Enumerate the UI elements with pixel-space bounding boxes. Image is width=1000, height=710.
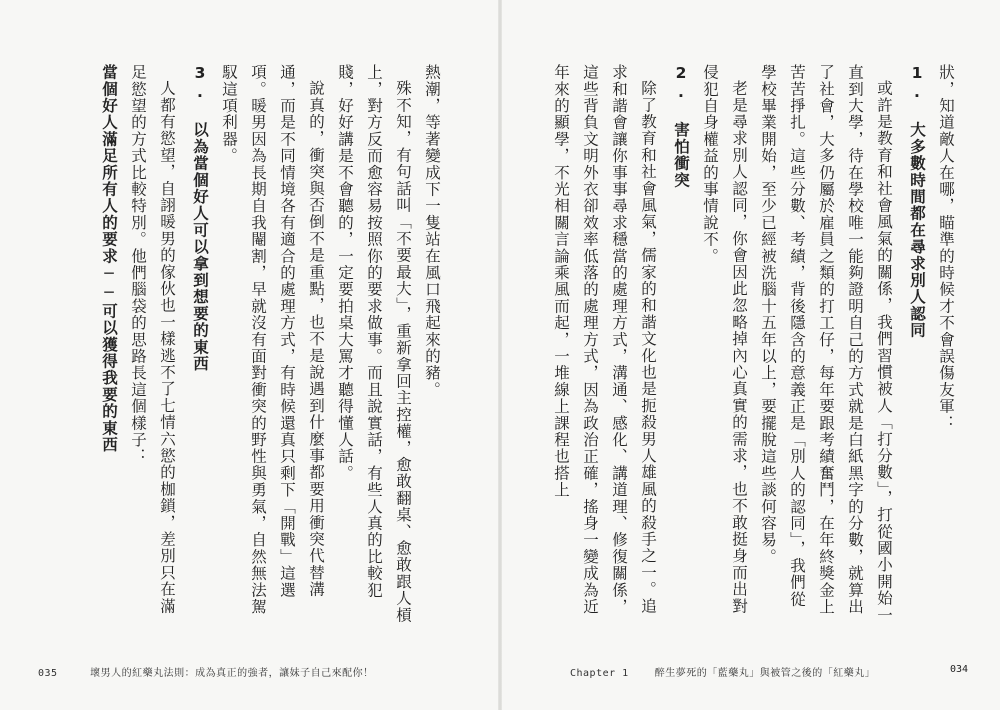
paragraph: 狀，知道敵人在哪，瞄準的時候才不會誤傷友軍： [937, 64, 955, 432]
page-number: 034 [950, 664, 969, 675]
section-heading: 2. 害怕衝突 [672, 64, 690, 189]
section-heading: 1. 大多數時間都在尋求別人認同 [908, 64, 926, 339]
paragraph: 除了教育和社會風氣，儒家的和諧文化也是扼殺男人雄風的殺手之一。追求和諧會讓你事事尋求穩當的處理方式，溝通、感化、講道理、修復關係，這些背負文明外衣卻效率低落的處理方式，因為政治正確，搖身一變成為近年來的顯學，不光相關言論乘風而起，一堆線上課程也搭上 [552, 64, 657, 616]
paragraph: 老是尋求別人認同，你會因此忽略掉內心真實的需求，也不敢挺身而出對侵犯自身權益的事情說不。 [701, 64, 748, 614]
page-number: 035 [38, 668, 58, 679]
section-heading: 3. 以為當個好人可以拿到想要的東西 [191, 64, 209, 373]
paragraph: 熱潮，等著變成下一隻站在風口飛起來的豬。 [423, 64, 441, 398]
running-title: 醉生夢死的「藍藥丸」與被管之後的「紅藥丸」 [654, 668, 876, 679]
paragraph: 說真的，衝突與否倒不是重點，也不是說遇到什麼事都要用衝突代替溝通，而是不同情境各有適合的處理方式，有時候還真只剩下「開戰」這選項。暖男因為長期自我閹割，早就沒有面對衝突的野性與勇氣，自然無法駕馭這項利器。 [220, 64, 325, 616]
emphasis-statement: 當個好人滿足所有人的要求──可以獲得我要的東西 [100, 64, 118, 454]
running-title: 壞男人的紅藥丸法則：成為真正的強者，讓妹子自己來配你！ [90, 668, 374, 679]
right-page-body [552, 64, 960, 624]
paragraph: 殊不知，有句話叫「不要最大」，重新拿回主控權，愈敢翻桌、愈敢跟人槓上，對方反而愈容易按照你的要求做事。而且說實話，有些人真的比較犯賤，好好講是不會聽的，一定要拍桌大罵才聽得懂人話。 [336, 64, 412, 623]
left-page-footer [38, 664, 374, 679]
right-page-footer [570, 664, 970, 679]
paragraph: 人都有慾望，自詡暖男的傢伙也一樣逃不了七情六慾的枷鎖，差別只在滿足慾望的方式比較特別。他們腦袋的思路長這個樣子： [129, 64, 176, 614]
chapter-label: Chapter 1 [570, 668, 629, 679]
left-page-body [86, 64, 446, 624]
right-page [500, 0, 1000, 710]
paragraph: 或許是教育和社會風氣的關係，我們習慣被人「打分數」，打從國小開始一直到大學，待在學校唯一能夠證明自己的方式就是白紙黑字的分數，就算出了社會，大多仍屬於雇員之類的打工仔，每年要跟考績奮鬥，在年終獎金上苦苦掙扎。這些分數、考績，背後隱含的意義正是「別人的認同」，我們從學校畢業開始，至少已經被洗腦十五年以上，要擺脫這些談何容易。 [759, 64, 893, 623]
